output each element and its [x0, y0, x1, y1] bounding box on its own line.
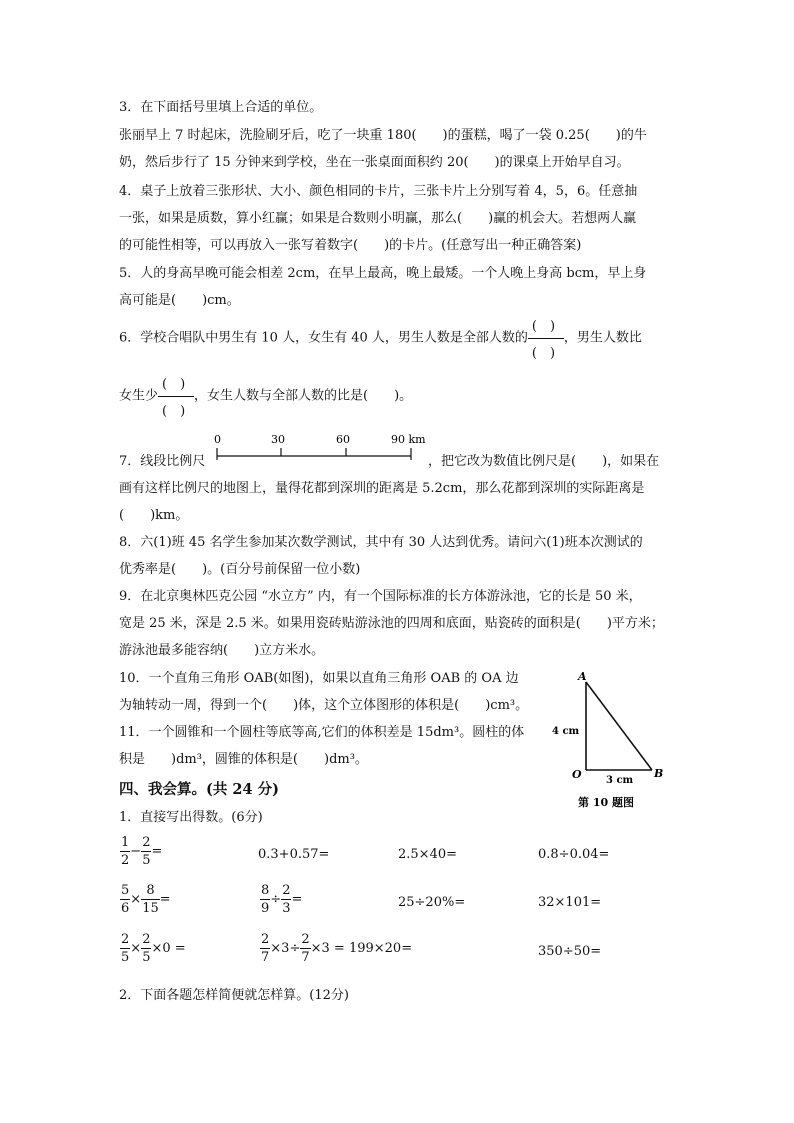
- calc-r2-c2: $\frac{8}{9}$ ÷ $\frac{2}{3}$ =: [261, 883, 303, 916]
- q5-line1: 5．人的身高早晚可能会相差 2cm，在早上最高，晚上最矮。一个人晚上身高 bcm，早上身: [119, 266, 647, 281]
- calc-r2-c3: 25÷20%=: [398, 895, 466, 910]
- q4-line2: 一张，如果是质数，算小红赢；如果是合数则小明赢，那么( )赢的机会大。若想两人赢: [119, 211, 637, 226]
- q6-part4: ，女生人数与全部人数的比是( )。: [194, 388, 413, 404]
- calc-r2-c4: 32×101=: [538, 895, 602, 910]
- side-ob-label: 3 cm: [606, 775, 634, 786]
- q4-line3: 的可能性相等，可以再放入一张写着数字( )的卡片。(任意写出一种正确答案): [119, 238, 582, 253]
- q6-blank-fraction-1: [528, 314, 564, 362]
- side-oa-label: 4 cm: [552, 726, 580, 737]
- scale-tick-60: 60: [336, 433, 350, 446]
- q8-line1: 8．六(1)班 45 名学生参加某次数学测试，其中有 30 人达到优秀。请问六(1)班本次测试的: [119, 535, 643, 550]
- q3-title: 3．在下面括号里填上合适的单位。: [119, 100, 323, 115]
- q6-blank-denominator: ( ): [531, 346, 556, 361]
- scale-tick-30: 30: [271, 433, 285, 446]
- calc-r3-c1: $\frac{2}{5}$ × $\frac{2}{5}$ ×0 =: [121, 932, 186, 965]
- q7-part1: 7．线段比例尺: [119, 454, 206, 469]
- q9-line1: 9．在北京奥林匹克公园 “水立方” 内，有一个国际标准的长方体游泳池，它的长是 50 米，: [119, 589, 642, 604]
- calc-r1-c4: 0.8÷0.04=: [538, 847, 610, 862]
- section4-sub2: 2．下面各题怎样简便就怎样算。(12分): [119, 988, 349, 1003]
- q3-line2: 奶，然后步行了 15 分钟来到学校，坐在一张桌面面积约 20( )的课桌上开始早自习。: [119, 155, 630, 170]
- section4-title: 四、我会算。(共 24 分): [119, 781, 279, 798]
- q7-line3: ( )km。: [119, 508, 189, 523]
- q9-line2: 宽是 25 米，深是 2.5 米。如果用瓷砖贴游泳池的四周和底面，贴瓷砖的面积是( )平方米；: [119, 616, 664, 631]
- calc-r1-c1: $\frac{1}{2}$ − $\frac{2}{5}$ =: [121, 835, 163, 868]
- q3-line1: 张丽早上 7 时起床，洗脸刷牙后，吃了一块重 180( )的蛋糕，喝了一袋 0.25( )的牛: [119, 128, 647, 143]
- q6-blank-fraction-2: [158, 372, 194, 420]
- calc-r1-c3: 2.5×40=: [398, 847, 458, 862]
- q6-line1: [119, 314, 642, 362]
- figure-caption: 第 10 题图: [578, 796, 634, 809]
- label-b: B: [654, 767, 664, 780]
- q11-line2: 积是 )dm³，圆锥的体积是( )dm³。: [119, 752, 368, 767]
- calc-r3-c2: $\frac{2}{7}$ ×3÷ $\frac{2}{7}$ ×3 = 199×20=: [261, 932, 413, 965]
- q5-line2: 高可能是( )cm。: [119, 293, 240, 308]
- q11-line1: 11．一个圆锥和一个圆柱等底等高,它们的体积差是 15dm³。圆柱的体: [119, 725, 525, 740]
- q6-part2: ，男生人数比: [563, 330, 642, 346]
- calc-r1-c2: 0.3+0.57=: [258, 847, 330, 862]
- triangle-figure: [548, 666, 678, 814]
- q6-blank-denominator-2: ( ): [162, 404, 186, 419]
- calc-r3-c4: 350÷50=: [538, 944, 602, 959]
- calc-r2-c1: $\frac{5}{6}$ × $\frac{8}{15}$ =: [121, 883, 171, 916]
- q6-line2: [119, 372, 412, 420]
- scale-tick-0: 0: [214, 433, 221, 446]
- q10-line2: 为轴转动一周，得到一个( )体，这个立体图形的体积是( )cm³。: [119, 698, 529, 713]
- label-o: O: [572, 768, 582, 781]
- scale-bar: [205, 430, 435, 466]
- q9-line3: 游泳池最多能容纳( )立方米水。: [119, 643, 325, 658]
- q6-blank-numerator: ( ): [531, 319, 556, 334]
- q4-line1: 4．桌子上放着三张形状、大小、颜色相同的卡片，三张卡片上分别写着 4，5，6。任意抽: [119, 184, 638, 199]
- q10-line1: 10．一个直角三角形 OAB(如图)，如果以直角三角形 OAB 的 OA 边: [119, 671, 519, 686]
- q6-part3: 女生少: [119, 388, 159, 404]
- q8-line2: 优秀率是( )。(百分号前保留一位小数): [119, 562, 361, 577]
- q7-part2: ，把它改为数值比例尺是( )，如果在: [428, 454, 660, 469]
- q7-line2: 画有这样比例尺的地图上，量得花都到深圳的距离是 5.2cm，那么花都到深圳的实际距离是: [119, 481, 645, 496]
- scale-tick-90: 90 km: [391, 433, 426, 446]
- section4-sub1: 1．直接写出得数。(6分): [119, 810, 263, 825]
- q6-part1: 6．学校合唱队中男生有 10 人，女生有 40 人，男生人数是全部人数的: [119, 330, 528, 346]
- label-a: A: [578, 670, 587, 683]
- q6-blank-numerator-2: ( ): [162, 377, 186, 392]
